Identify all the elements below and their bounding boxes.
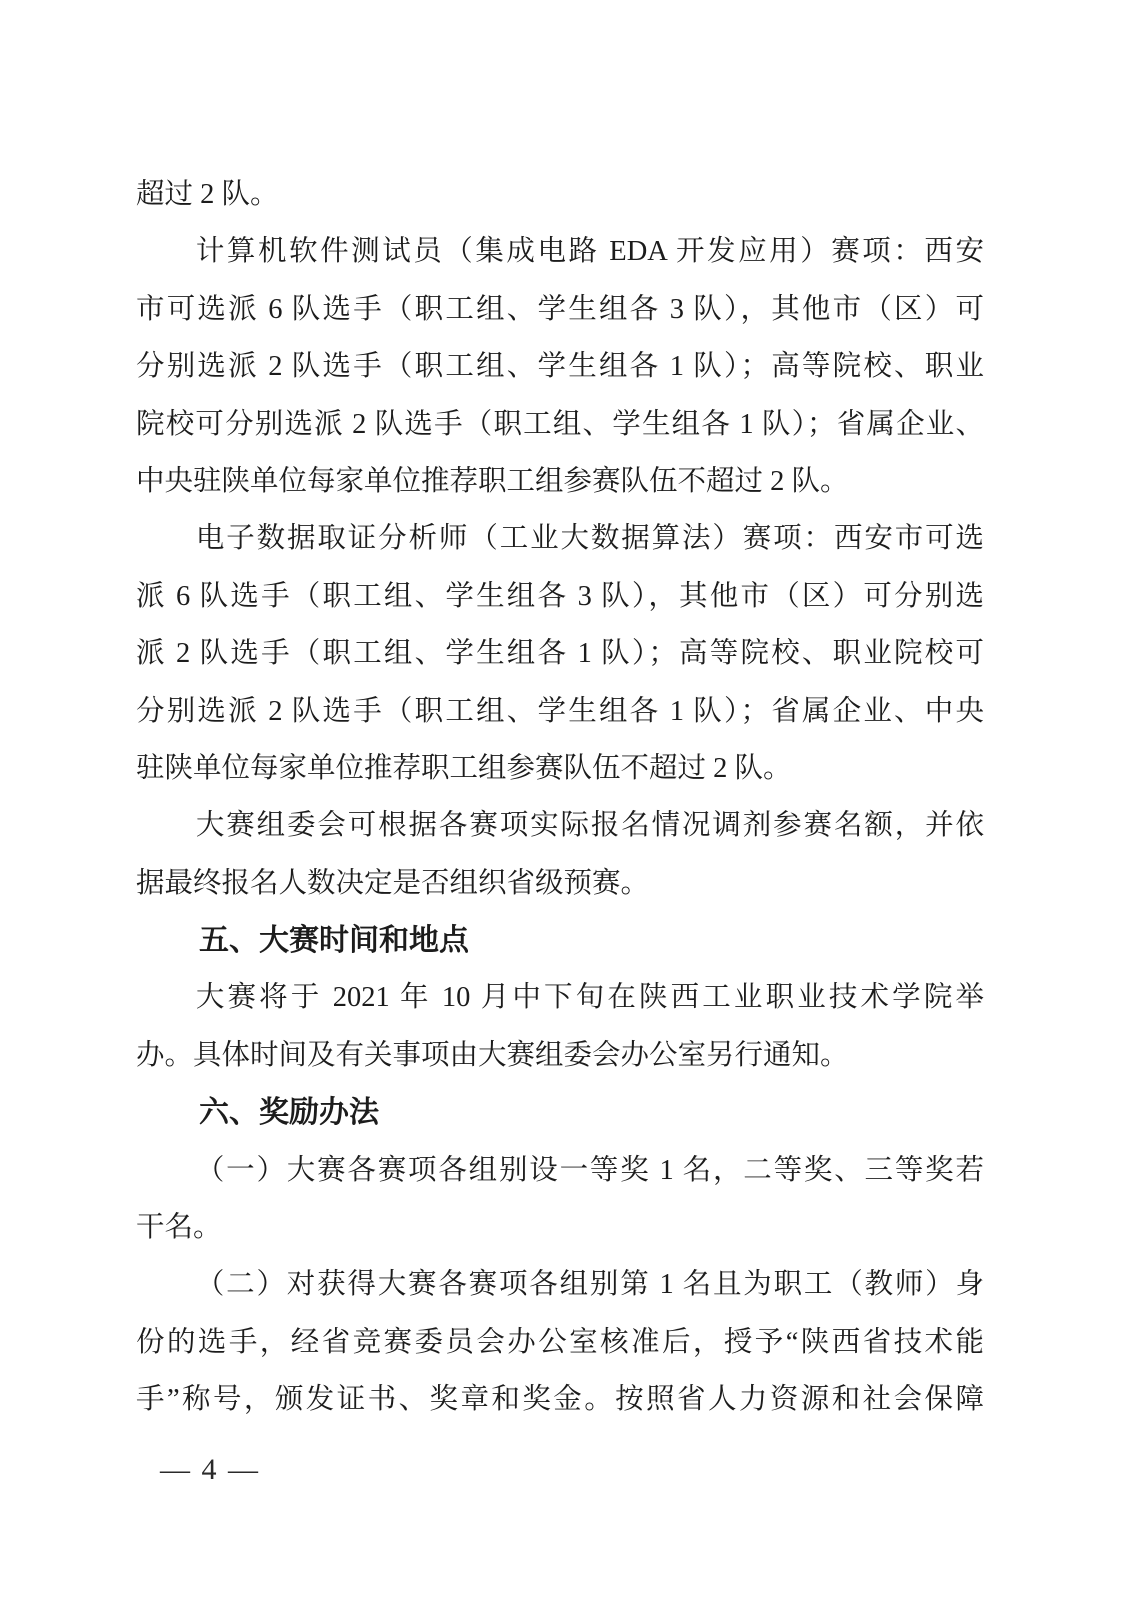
text-line: 中央驻陕单位每家单位推荐职工组参赛队伍不超过 2 队。 [136, 465, 849, 497]
paragraph [136, 223, 984, 510]
section-heading-6 [136, 1084, 984, 1141]
section-heading: 五、大赛时间和地点 [199, 924, 469, 958]
text-line: 驻陕单位每家单位推荐职工组参赛队伍不超过 2 队。 [136, 752, 792, 784]
text-line: 分别选派 2 队选手（职工组、学生组各 1 队）；省属企业、中央 [136, 695, 984, 727]
text-line: 分别选派 2 队选手（职工组、学生组各 1 队）；高等院校、职业 [136, 351, 984, 383]
text-line: 超过 2 队。 [136, 179, 279, 210]
paragraph [136, 166, 984, 223]
text-line: 据最终报名人数决定是否组织省级预赛。 [136, 867, 650, 899]
text-line: 院校可分别选派 2 队选手（职工组、学生组各 1 队）；省属企业、 [136, 408, 984, 440]
text-line: （一）大赛各赛项各组别设一等奖 1 名，二等奖、三等奖若 [195, 1154, 984, 1186]
text-line: 手”称号，颁发证书、奖章和奖金。按照省人力资源和社会保障 [136, 1384, 984, 1416]
text-line: （二）对获得大赛各赛项各组别第 1 名且为职工（教师）身 [195, 1269, 984, 1301]
text-line: 干名。 [136, 1212, 222, 1244]
paragraph [136, 1256, 984, 1428]
paragraph [136, 797, 984, 912]
text-line: 份的选手，经省竞赛委员会办公室核准后，授予“陕西省技术能 [136, 1326, 984, 1358]
text-line: 电子数据取证分析师（工业大数据算法）赛项：西安市可选 [195, 523, 984, 555]
paragraph [136, 1142, 984, 1257]
section-heading-5 [136, 912, 984, 969]
text-line: 计算机软件测试员（集成电路 EDA 开发应用）赛项：西安 [195, 236, 984, 268]
text-line: 派 6 队选手（职工组、学生组各 3 队），其他市（区）可分别选 [136, 580, 984, 612]
text-line: 市可选派 6 队选手（职工组、学生组各 3 队），其他市（区）可 [136, 293, 984, 325]
section-heading: 六、奖励办法 [199, 1096, 379, 1130]
paragraph [136, 969, 984, 1084]
page-number: — 4 — [160, 1453, 260, 1486]
paragraph [136, 510, 984, 797]
text-line: 派 2 队选手（职工组、学生组各 1 队）；高等院校、职业院校可 [136, 638, 984, 670]
document-body [136, 166, 984, 1429]
text-line: 大赛将于 2021 年 10 月中下旬在陕西工业职业技术学院举 [195, 982, 984, 1014]
text-line: 大赛组委会可根据各赛项实际报名情况调剂参赛名额，并依 [195, 810, 984, 842]
text-line: 办。具体时间及有关事项由大赛组委会办公室另行通知。 [136, 1039, 849, 1071]
